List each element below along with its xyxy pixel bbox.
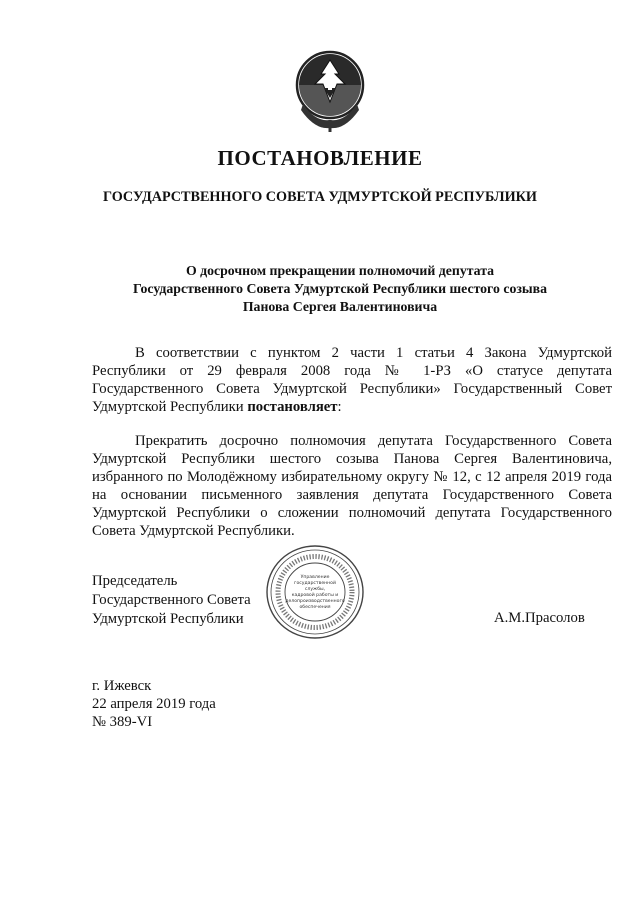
- signer-position-line: Председатель: [92, 573, 178, 589]
- stamp-text-line: обеспечения: [299, 605, 331, 610]
- body-paragraph-2: Прекратить досрочно полномочия депутата Государственного Совета Удмуртской Республики шестого созыва Панова Сергея Валентиновича, избранного по Молодёжному избирательному округу № 12, с 12 апреля 2019 года на основании письменного заявления депутата Государственного Совета Удмуртской Республики о сложении полномочий депутата Государственного Совета Удмуртской Республики.: [92, 433, 612, 539]
- issuing-body: ГОСУДАРСТВЕННОГО СОВЕТА УДМУРТСКОЙ РЕСПУБЛИКИ: [103, 189, 537, 205]
- stamp-text-line: государственной: [294, 581, 336, 586]
- resolve-word: постановляет: [247, 399, 338, 415]
- paragraph-text: В соответствии с пунктом 2 части 1 статьи 4 Закона Удмуртской Республики от 29 февраля 2008 года № 1-РЗ «О статусе депутата Государственного Совета Удмуртской Республики» Государственный Совет Удмуртской Республики: [92, 345, 612, 415]
- title-line: О досрочном прекращении полномочий депутата: [185, 263, 495, 278]
- signer-position: [92, 572, 251, 629]
- stamp-text-line: службы,: [304, 587, 326, 592]
- coat-of-arms-icon: [295, 48, 365, 134]
- date-line: 22 апреля 2019 года: [92, 696, 216, 712]
- signer-position-line: Удмуртской Республики: [92, 611, 244, 627]
- stamp-text-line: кадровой работы и: [291, 593, 339, 598]
- title-line: Панова Сергея Валентиновича: [242, 299, 438, 314]
- document-title: [90, 262, 590, 316]
- document-footer: [92, 677, 216, 731]
- title-line: Государственного Совета Удмуртской Республики шестого созыва: [132, 281, 548, 296]
- body-paragraph-1: [92, 344, 612, 416]
- stamp-text-line: делопроизводственного: [285, 599, 345, 604]
- document-number: № 389-VI: [92, 714, 153, 730]
- city-line: г. Ижевск: [92, 678, 152, 694]
- official-stamp-icon: [264, 543, 366, 641]
- document-type: ПОСТАНОВЛЕНИЕ: [217, 146, 423, 170]
- signer-position-line: Государственного Совета: [92, 592, 251, 608]
- paragraph-tail: :: [337, 399, 342, 415]
- signer-name: А.М.Прасолов: [494, 610, 585, 626]
- stamp-text-line: Управление: [300, 575, 330, 580]
